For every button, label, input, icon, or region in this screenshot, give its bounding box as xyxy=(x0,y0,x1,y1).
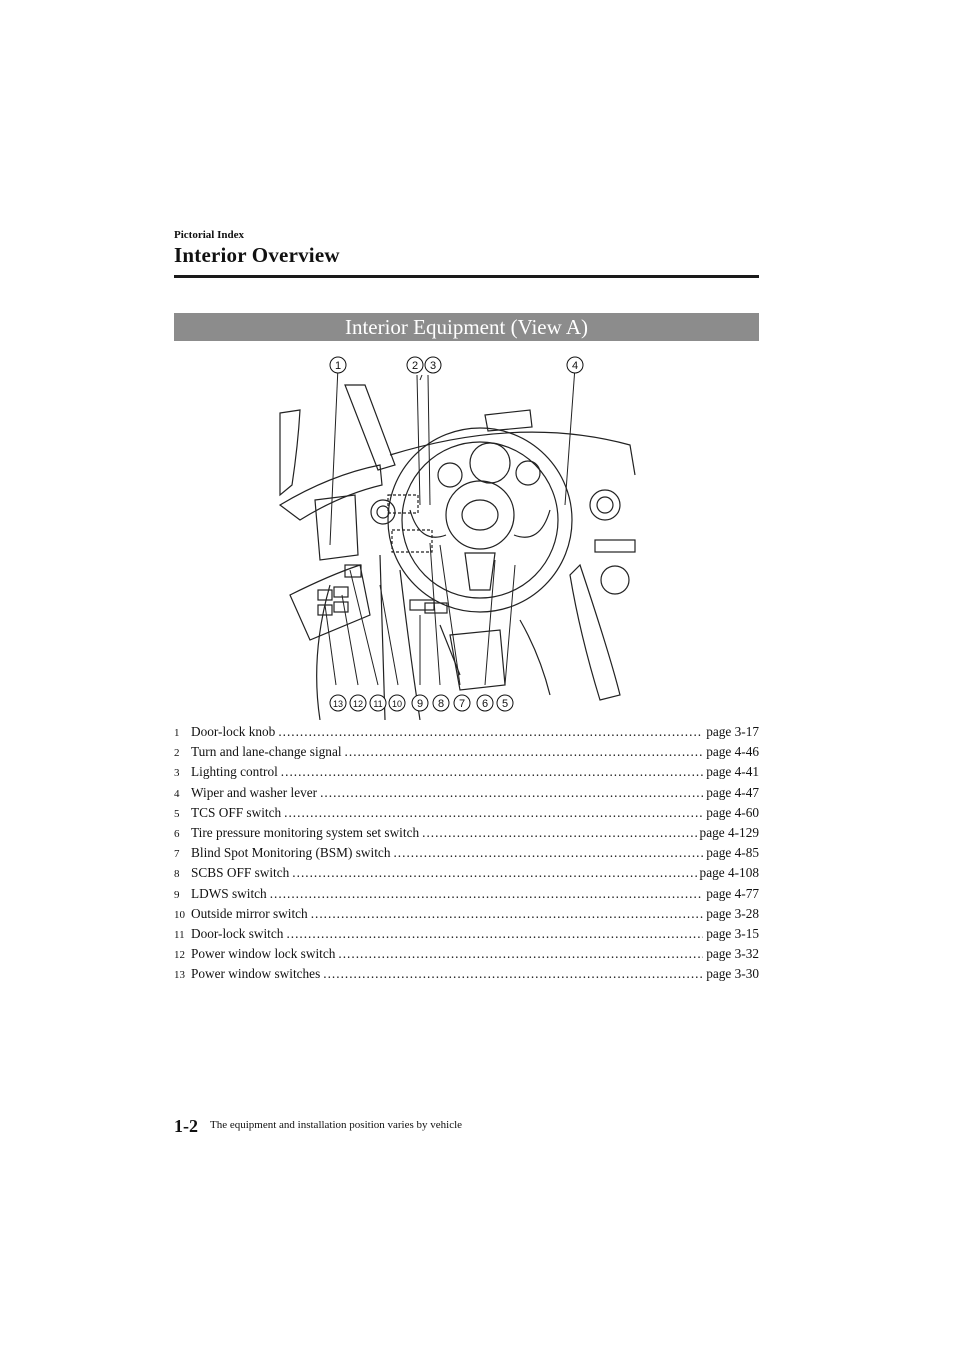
page-reference: page 4-129 xyxy=(699,824,759,840)
callout-8 xyxy=(433,695,449,711)
legend-number: 7 xyxy=(174,848,180,861)
leader-dots xyxy=(311,906,703,922)
legend-number: 5 xyxy=(174,807,180,820)
section-banner: Interior Equipment (View A) xyxy=(174,313,759,341)
interior-illustration xyxy=(270,355,660,720)
callout-9 xyxy=(412,695,428,711)
section-label: Pictorial Index xyxy=(174,229,244,241)
svg-text:2: 2 xyxy=(411,360,419,372)
leader-dots xyxy=(345,744,704,760)
legend-item xyxy=(174,845,759,865)
svg-text:10: 10 xyxy=(391,699,403,709)
legend-label: TCS OFF switch xyxy=(191,804,282,820)
page-reference: page 4-108 xyxy=(699,865,759,881)
callout-12 xyxy=(350,695,366,711)
legend-item xyxy=(174,865,759,885)
legend-label: Door-lock knob xyxy=(191,724,276,739)
legend-number: 6 xyxy=(174,827,180,840)
legend-number: 4 xyxy=(174,787,180,800)
page-reference: page 4-77 xyxy=(706,885,759,901)
svg-text:6: 6 xyxy=(481,698,489,710)
legend-item xyxy=(174,724,759,744)
legend-label: Wiper and washer lever xyxy=(191,784,318,800)
legend-number: 13 xyxy=(174,969,185,982)
legend-number: 2 xyxy=(174,747,180,760)
legend-item xyxy=(174,805,759,825)
legend-number: 9 xyxy=(174,888,180,901)
callout-7 xyxy=(454,695,470,711)
legend-label: Power window switches xyxy=(191,966,321,982)
svg-text:1: 1 xyxy=(334,360,342,372)
svg-text:12: 12 xyxy=(352,699,364,709)
leader-dots xyxy=(284,805,703,821)
page-reference: page 3-15 xyxy=(706,925,759,941)
callout-3 xyxy=(425,357,441,373)
callout-13 xyxy=(330,695,346,711)
leader-dots xyxy=(393,845,703,861)
svg-text:5: 5 xyxy=(501,698,509,710)
page-reference: page 4-60 xyxy=(706,804,759,820)
leader-dots xyxy=(320,785,703,801)
callout-6 xyxy=(477,695,493,711)
page-reference: page 3-32 xyxy=(706,946,759,962)
leader-dots xyxy=(422,825,696,841)
legend-label: Tire pressure monitoring system set switch xyxy=(191,824,420,840)
callout-1 xyxy=(330,357,346,373)
svg-text:8: 8 xyxy=(437,698,445,710)
svg-text:7: 7 xyxy=(458,698,466,710)
legend-number: 1 xyxy=(174,727,180,739)
legend-item xyxy=(174,785,759,805)
legend-number: 3 xyxy=(174,767,180,780)
legend-label: SCBS OFF switch xyxy=(191,865,290,881)
leader-dots xyxy=(286,926,703,942)
legend-item xyxy=(174,744,759,764)
svg-text:9: 9 xyxy=(416,698,424,710)
svg-text:3: 3 xyxy=(429,360,437,372)
legend-item xyxy=(174,764,759,784)
legend-label: Outside mirror switch xyxy=(191,905,308,921)
legend-item xyxy=(174,825,759,845)
leader-dots xyxy=(278,724,703,740)
page-number: 1-2 xyxy=(174,1116,198,1136)
page-reference: page 4-85 xyxy=(706,845,759,861)
leader-dots xyxy=(281,764,703,780)
leader-dots xyxy=(292,865,696,881)
legend-number: 11 xyxy=(174,928,185,941)
page-reference: page 4-46 xyxy=(706,744,759,760)
legend-label: Lighting control xyxy=(191,764,278,780)
page-reference: page 3-28 xyxy=(706,905,759,921)
callout-11 xyxy=(370,695,386,711)
footer-note: The equipment and installation position varies by vehicle xyxy=(210,1119,463,1131)
legend-item xyxy=(174,966,759,986)
page-title: Interior Overview xyxy=(174,243,340,267)
page-reference: page 3-17 xyxy=(706,724,759,739)
legend-number: 12 xyxy=(174,949,185,962)
legend-number: 8 xyxy=(174,868,180,881)
legend-label: Blind Spot Monitoring (BSM) switch xyxy=(191,845,391,861)
legend-label: LDWS switch xyxy=(191,885,267,901)
page-reference: page 4-41 xyxy=(706,764,759,780)
legend-list xyxy=(174,724,759,986)
legend-number: 10 xyxy=(174,908,185,921)
legend-item xyxy=(174,926,759,946)
title-rule xyxy=(174,275,759,278)
legend-label: Power window lock switch xyxy=(191,946,336,962)
legend-item xyxy=(174,946,759,966)
leader-dots xyxy=(270,886,703,902)
callout-10 xyxy=(389,695,405,711)
page-reference: page 3-30 xyxy=(706,966,759,982)
svg-text:11: 11 xyxy=(373,699,383,709)
callout-4 xyxy=(567,357,583,373)
legend-item xyxy=(174,906,759,926)
svg-text:4: 4 xyxy=(571,360,579,372)
leader-dots xyxy=(323,966,703,982)
leader-dots xyxy=(338,946,703,962)
page-reference: page 4-47 xyxy=(706,784,759,800)
legend-item xyxy=(174,886,759,906)
legend-label: Turn and lane-change signal xyxy=(191,744,342,760)
legend-label: Door-lock switch xyxy=(191,925,284,941)
callout-5 xyxy=(497,695,513,711)
svg-text:13: 13 xyxy=(332,699,344,709)
callout-2 xyxy=(407,357,423,373)
